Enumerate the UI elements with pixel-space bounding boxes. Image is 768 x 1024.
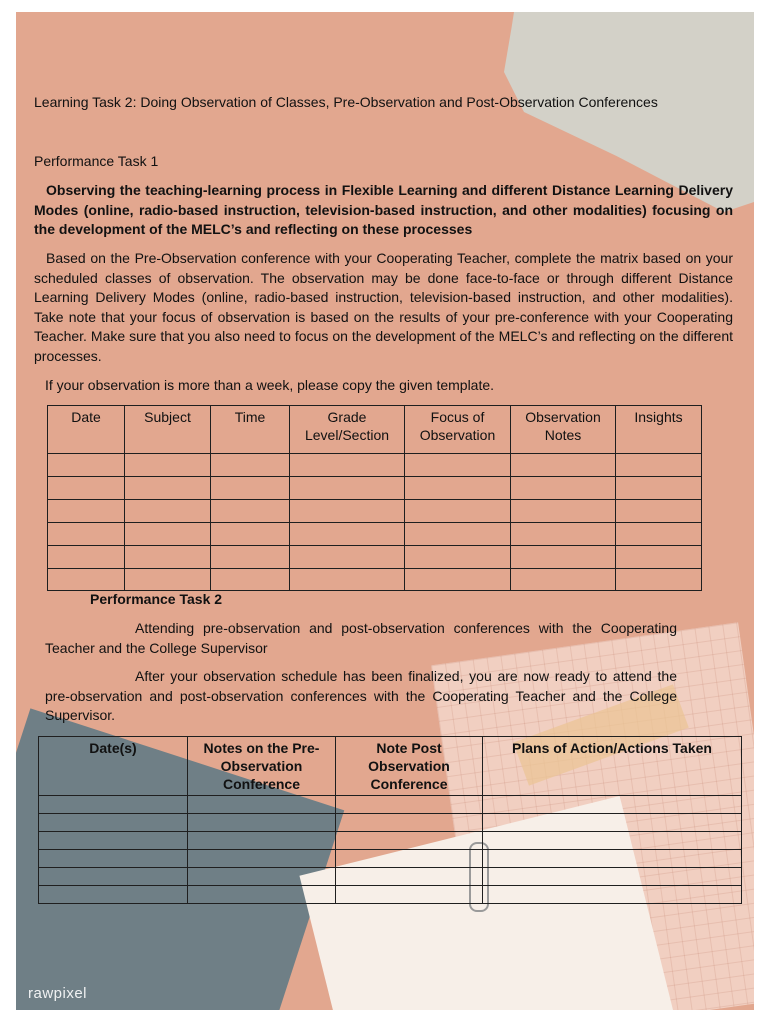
table-cell[interactable] — [616, 569, 702, 591]
table1-header-time: Time — [211, 406, 290, 454]
table-cell[interactable] — [405, 546, 511, 569]
table-cell[interactable] — [48, 454, 125, 477]
table-cell[interactable] — [616, 477, 702, 500]
table-row — [48, 523, 702, 546]
table-cell[interactable] — [336, 886, 483, 904]
table1-header-focus: Focus of Observation — [405, 406, 511, 454]
table-row — [48, 569, 702, 591]
task1-label: Performance Task 1 — [34, 153, 159, 169]
table-cell[interactable] — [211, 500, 290, 523]
task2-intro: Attending pre-observation and post-observation conferences with the Cooperating Teacher and the College Supervisor — [45, 620, 677, 656]
table-cell[interactable] — [211, 569, 290, 591]
task1-paragraph: Based on the Pre-Observation conference with your Cooperating Teacher, complete the matrix based on your scheduled classes of observation. The observation may be done face-to-face or through different Distance Learning Delivery Modes (online, radio-based instruction, television-based instruction, and other modalities). Take note that your focus of observation is based on the results of your pre-conference with your Cooperating Teacher. Make sure that you also need to focus on the development of the MELC’s and reflecting on the different processes. — [34, 250, 733, 364]
table-cell[interactable] — [125, 523, 211, 546]
table-cell[interactable] — [483, 868, 742, 886]
table-cell[interactable] — [48, 546, 125, 569]
table-row — [48, 500, 702, 523]
table-cell[interactable] — [405, 454, 511, 477]
table-cell[interactable] — [211, 523, 290, 546]
table-cell[interactable] — [211, 546, 290, 569]
table-cell[interactable] — [483, 850, 742, 868]
table-cell[interactable] — [511, 569, 616, 591]
table-cell[interactable] — [48, 523, 125, 546]
table-cell[interactable] — [483, 886, 742, 904]
table-cell[interactable] — [405, 569, 511, 591]
table-cell[interactable] — [616, 454, 702, 477]
table-cell[interactable] — [39, 796, 188, 814]
table2-header-post-notes: Note Post Observation Conference — [336, 737, 483, 796]
table-cell[interactable] — [39, 868, 188, 886]
table-row — [39, 796, 742, 814]
watermark-logo: rawpixel — [28, 985, 88, 1002]
table-row — [39, 868, 742, 886]
table-cell[interactable] — [483, 814, 742, 832]
table-row — [39, 832, 742, 850]
table-cell[interactable] — [39, 850, 188, 868]
table-row — [48, 546, 702, 569]
table-cell[interactable] — [616, 523, 702, 546]
table-cell[interactable] — [290, 546, 405, 569]
table-cell[interactable] — [188, 814, 336, 832]
table-cell[interactable] — [290, 477, 405, 500]
table-cell[interactable] — [39, 886, 188, 904]
table2-header-pre-notes: Notes on the Pre-Observation Conference — [188, 737, 336, 796]
table-row — [39, 814, 742, 832]
page-heading: Learning Task 2: Doing Observation of Classes, Pre-Observation and Post-Observation Conferences — [34, 94, 658, 110]
table-cell[interactable] — [336, 832, 483, 850]
table-cell[interactable] — [125, 546, 211, 569]
table-cell[interactable] — [48, 500, 125, 523]
table-row — [48, 477, 702, 500]
table-cell[interactable] — [483, 796, 742, 814]
table-cell[interactable] — [511, 454, 616, 477]
table-cell[interactable] — [188, 796, 336, 814]
observation-matrix-table — [47, 405, 702, 591]
task2-label: Performance Task 2 — [90, 591, 223, 607]
table-cell[interactable] — [48, 569, 125, 591]
table-cell[interactable] — [616, 500, 702, 523]
table-row — [39, 886, 742, 904]
table-cell[interactable] — [290, 500, 405, 523]
table-cell[interactable] — [188, 850, 336, 868]
table-cell[interactable] — [336, 850, 483, 868]
table2-header-plans: Plans of Action/Actions Taken — [483, 737, 742, 796]
table-cell[interactable] — [511, 523, 616, 546]
table-cell[interactable] — [39, 832, 188, 850]
table-cell[interactable] — [511, 500, 616, 523]
table-cell[interactable] — [511, 546, 616, 569]
table2-header-dates: Date(s) — [39, 737, 188, 796]
table1-header-notes: Observation Notes — [511, 406, 616, 454]
table-row — [48, 454, 702, 477]
table-cell[interactable] — [336, 796, 483, 814]
table-cell[interactable] — [290, 523, 405, 546]
table-cell[interactable] — [336, 814, 483, 832]
task1-bold-intro: Observing the teaching-learning process in Flexible Learning and different Distance Learning Delivery Modes (online, radio-based instruction, television-based instruction, and other modalities) focusing on the development of the MELC’s and reflecting on these processes — [34, 182, 733, 237]
task1-template-note: If your observation is more than a week, please copy the given template. — [45, 377, 495, 393]
table1-header-subject: Subject — [125, 406, 211, 454]
table-cell[interactable] — [290, 569, 405, 591]
table-cell[interactable] — [211, 454, 290, 477]
table-cell[interactable] — [616, 546, 702, 569]
table-cell[interactable] — [48, 477, 125, 500]
table-cell[interactable] — [188, 868, 336, 886]
table-cell[interactable] — [405, 500, 511, 523]
conference-table — [38, 736, 742, 904]
table-cell[interactable] — [405, 523, 511, 546]
table1-header-grade-level: Grade Level/Section — [290, 406, 405, 454]
table1-header-date: Date — [48, 406, 125, 454]
task2-paragraph: After your observation schedule has been finalized, you are now ready to attend the pre-observation and post-observation conferences with the Cooperating Teacher and the College Supervisor. — [45, 668, 677, 723]
table-cell[interactable] — [39, 814, 188, 832]
table-cell[interactable] — [336, 868, 483, 886]
table-cell[interactable] — [511, 477, 616, 500]
table-cell[interactable] — [188, 832, 336, 850]
table-cell[interactable] — [405, 477, 511, 500]
table-cell[interactable] — [188, 886, 336, 904]
table-cell[interactable] — [211, 477, 290, 500]
table-cell[interactable] — [290, 454, 405, 477]
table1-header-insights: Insights — [616, 406, 702, 454]
table-cell[interactable] — [483, 832, 742, 850]
table-row — [39, 850, 742, 868]
table-cell[interactable] — [125, 569, 211, 591]
table-cell[interactable] — [125, 454, 211, 477]
table-cell[interactable] — [125, 500, 211, 523]
table-cell[interactable] — [125, 477, 211, 500]
